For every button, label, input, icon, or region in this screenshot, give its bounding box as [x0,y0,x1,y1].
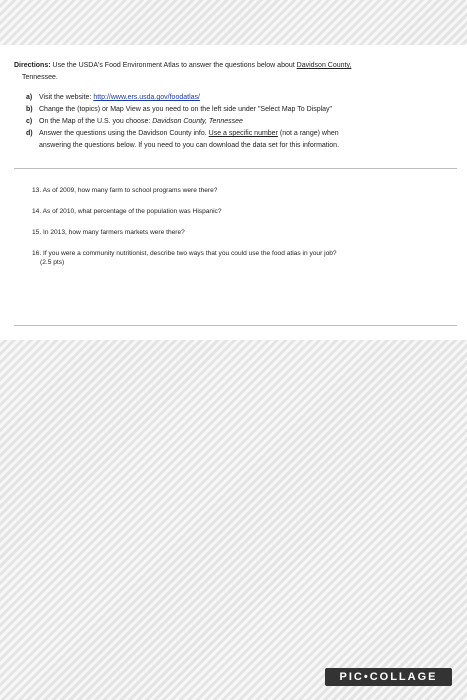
question-15: 15. In 2013, how many farmers markets were there? [32,229,185,236]
questions-block [32,186,457,279]
step-d [26,128,459,152]
specific-number-emphasis: Use a specific number [208,130,278,137]
directions-label: Directions: [14,62,51,69]
step-a [26,92,459,104]
step-text: Answer the questions using the Davidson County info. [39,130,209,137]
county-emphasis: Davidson County, Tennessee [152,118,243,125]
question-13: 13. As of 2009, how many farm to school programs were there? [32,187,218,194]
divider-top [14,168,457,169]
step-text-line2: answering the questions below. If you need to you can download the data set for this information. [39,142,340,149]
divider-bottom [14,325,457,326]
question-16 [32,249,457,267]
step-text: Change the (topics) or Map View as you need to on the left side under "Select Map To Display" [39,106,333,113]
directions-block [14,60,459,152]
directions-text [14,60,459,84]
step-text: On the Map of the U.S. you choose: [39,118,153,125]
step-marker: c) [26,118,33,125]
step-text-after: (not a range) when [277,130,339,137]
food-atlas-link[interactable]: http://www.ers.usda.gov/foodatlas/ [93,94,200,101]
question-14: 14. As of 2010, what percentage of the population was Hispanic? [32,208,222,215]
step-b [26,104,459,116]
directions-body: Use the USDA's Food Environment Atlas to answer the questions below about [50,62,297,69]
county-link[interactable]: Davidson County, [296,62,352,69]
question-16-text: 16. If you were a community nutritionist, describe two ways that you could use the food atlas in your job? [32,250,337,257]
steps-list [26,92,459,152]
question-16-points: (2.5 pts) [40,259,65,266]
step-marker: d) [26,130,33,137]
step-marker: a) [26,94,33,101]
piccollage-watermark: PIC•COLLAGE [325,668,452,686]
step-text: Visit the website: [39,94,94,101]
state-text: Tennessee. [22,74,58,81]
step-c [26,116,459,128]
step-marker: b) [26,106,33,113]
